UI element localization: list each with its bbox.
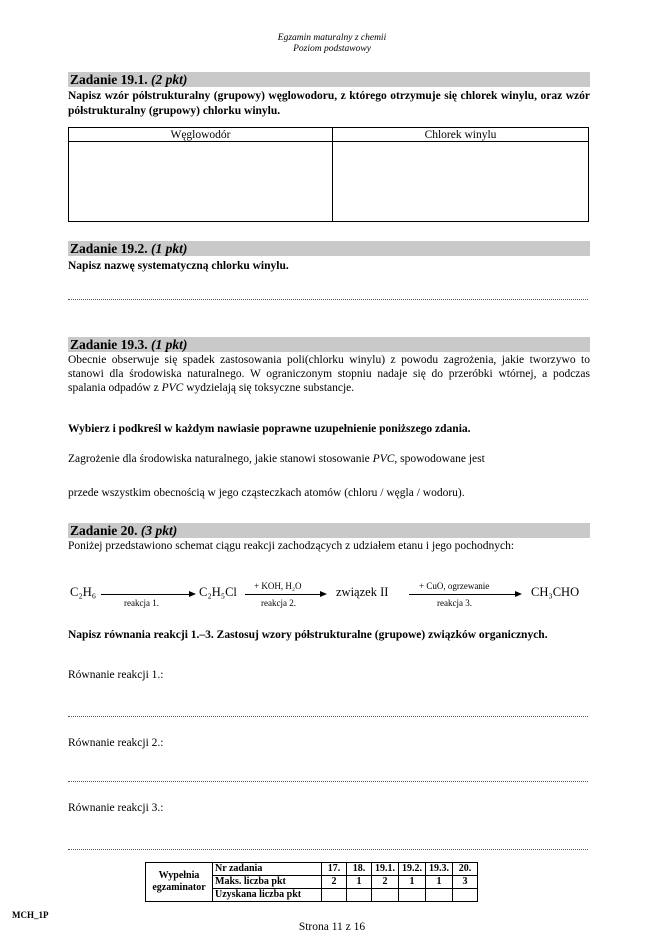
max-points-cell: 2: [322, 876, 347, 889]
examiner-label: [146, 863, 213, 902]
task-19-3-intro: [68, 353, 590, 395]
arrow-reaction-1: [101, 594, 190, 595]
obtained-points-cell[interactable]: [426, 889, 453, 902]
answer-table-19-1: [68, 127, 589, 222]
pvc-term: PVC: [161, 382, 184, 394]
examiner-label-line-1: Wypełnia: [158, 870, 200, 881]
examiner-label-line-2: egzaminator: [152, 882, 206, 893]
task-20-intro: Poniżej przedstawiono schemat ciągu reakcji zachodzących z udziałem etanu i jego pochodnych:: [68, 540, 515, 552]
task-number-cell: 19.2.: [399, 863, 426, 876]
arrow-head-icon: [320, 591, 327, 597]
header-line-1: Egzamin maturalny z chemii: [277, 33, 387, 43]
max-points-cell: 1: [426, 876, 453, 889]
task-title: Zadanie 19.2.: [70, 241, 148, 256]
max-points-cell: 3: [453, 876, 478, 889]
examiner-score-table: [145, 862, 478, 902]
page-number: Strona 11 z 16: [298, 921, 366, 933]
obtained-points-cell[interactable]: [322, 889, 347, 902]
answer-line-equation-2[interactable]: [68, 781, 588, 782]
row-label-task-number: Nr zadania: [213, 863, 322, 876]
task-number-cell: 19.1.: [372, 863, 399, 876]
answer-cell-hydrocarbon[interactable]: [69, 142, 333, 222]
max-points-cell: 2: [372, 876, 399, 889]
answer-line-equation-3[interactable]: [68, 849, 588, 850]
pvc-term: PVC: [372, 453, 395, 465]
substance-ethane: C₂H₆: [70, 585, 97, 599]
arrow-reaction-2: [245, 594, 321, 595]
task-19-3-instruction: Wybierz i podkreśl w każdym nawiasie poprawne uzupełnienie poniższego zdania.: [68, 423, 471, 435]
exam-header: [0, 33, 664, 55]
obtained-points-cell[interactable]: [453, 889, 478, 902]
task-points: (2 pkt): [151, 72, 188, 87]
task-number-cell: 20.: [453, 863, 478, 876]
equation-1-label: Równanie reakcji 1.:: [68, 669, 164, 681]
task-points: (1 pkt): [151, 337, 188, 352]
arrow-3-label-below: reakcja 3.: [437, 598, 472, 608]
max-points-cell: 1: [347, 876, 372, 889]
obtained-points-cell[interactable]: [347, 889, 372, 902]
equation-3-label: Równanie reakcji 3.:: [68, 802, 164, 814]
sentence-text-end: , spowodowane jest: [394, 453, 485, 465]
arrow-3-label-above: + CuO, ogrzewanie: [419, 581, 490, 591]
exam-code: MCH_1P: [12, 910, 49, 920]
task-19-1-title: [68, 72, 590, 87]
row-label-max-points: Maks. liczba pkt: [213, 876, 322, 889]
sentence-text: Zagrożenie dla środowiska naturalnego, jakie stanowi stosowanie: [68, 453, 373, 465]
task-20-instruction: Napisz równania reakcji 1.–3. Zastosuj wzory półstrukturalne (grupowe) związków organicznych.: [68, 629, 548, 641]
intro-text-end: wydzielają się toksyczne substancje.: [183, 382, 355, 394]
task-number-cell: 18.: [347, 863, 372, 876]
arrow-2-label-below: reakcja 2.: [261, 598, 296, 608]
arrow-1-label-below: reakcja 1.: [124, 598, 159, 608]
row-label-obtained-points: Uzyskana liczba pkt: [213, 889, 322, 902]
task-20-title: [68, 523, 590, 538]
obtained-points-cell[interactable]: [399, 889, 426, 902]
task-title: Zadanie 20.: [70, 523, 138, 538]
task-19-1-instruction: Napisz wzór półstrukturalny (grupowy) węglowodoru, z którego otrzymuje się chlorek winylu, oraz wzór półstrukturalny (grupowy) chlorku winylu.: [68, 90, 590, 117]
intro-text: Obecnie obserwuje się spadek zastosowania poli(chlorku winylu) z powodu zagrożenia, jakie tworzywo to stanowi dla środowiska naturalnego. W ograniczonym stopniu nadaje się do przeróbki wtórnej, a podczas spalania odpadów z: [68, 354, 590, 394]
obtained-points-cell[interactable]: [372, 889, 399, 902]
answer-line-19-2[interactable]: [68, 299, 588, 300]
task-19-3-sentence-line2[interactable]: przede wszystkim obecnością w jego cząsteczkach atomów (chloru / węgla / wodoru).: [68, 487, 465, 499]
substance-acetaldehyde: CH₃CHO: [531, 585, 580, 599]
arrow-head-icon: [189, 591, 196, 597]
arrow-reaction-3: [409, 594, 516, 595]
task-19-3-title: [68, 337, 590, 352]
task-19-3-sentence-line1: [68, 452, 590, 466]
task-19-2-title: [68, 241, 590, 256]
col-hydrocarbon-header: Węglowodór: [69, 128, 333, 142]
equation-2-label: Równanie reakcji 2.:: [68, 737, 164, 749]
answer-cell-vinyl-chloride[interactable]: [333, 142, 589, 222]
task-points: (1 pkt): [151, 241, 188, 256]
task-number-cell: 17.: [322, 863, 347, 876]
reaction-scheme: [68, 578, 590, 610]
answer-line-equation-1[interactable]: [68, 716, 588, 717]
max-points-cell: 1: [399, 876, 426, 889]
substance-compound-ii: związek II: [336, 585, 389, 599]
task-points: (3 pkt): [140, 523, 178, 538]
task-title: Zadanie 19.3.: [70, 337, 148, 352]
arrow-2-label-above: + KOH, H₂O: [254, 581, 302, 591]
col-vinyl-chloride-header: Chlorek winylu: [333, 128, 589, 142]
arrow-head-icon: [515, 591, 522, 597]
header-line-2: Poziom podstawowy: [293, 44, 371, 54]
task-number-cell: 19.3.: [426, 863, 453, 876]
task-19-2-instruction: Napisz nazwę systematyczną chlorku winylu.: [68, 260, 289, 272]
substance-chloroethane: C₂H₅Cl: [199, 585, 237, 599]
task-title: Zadanie 19.1.: [70, 72, 148, 87]
